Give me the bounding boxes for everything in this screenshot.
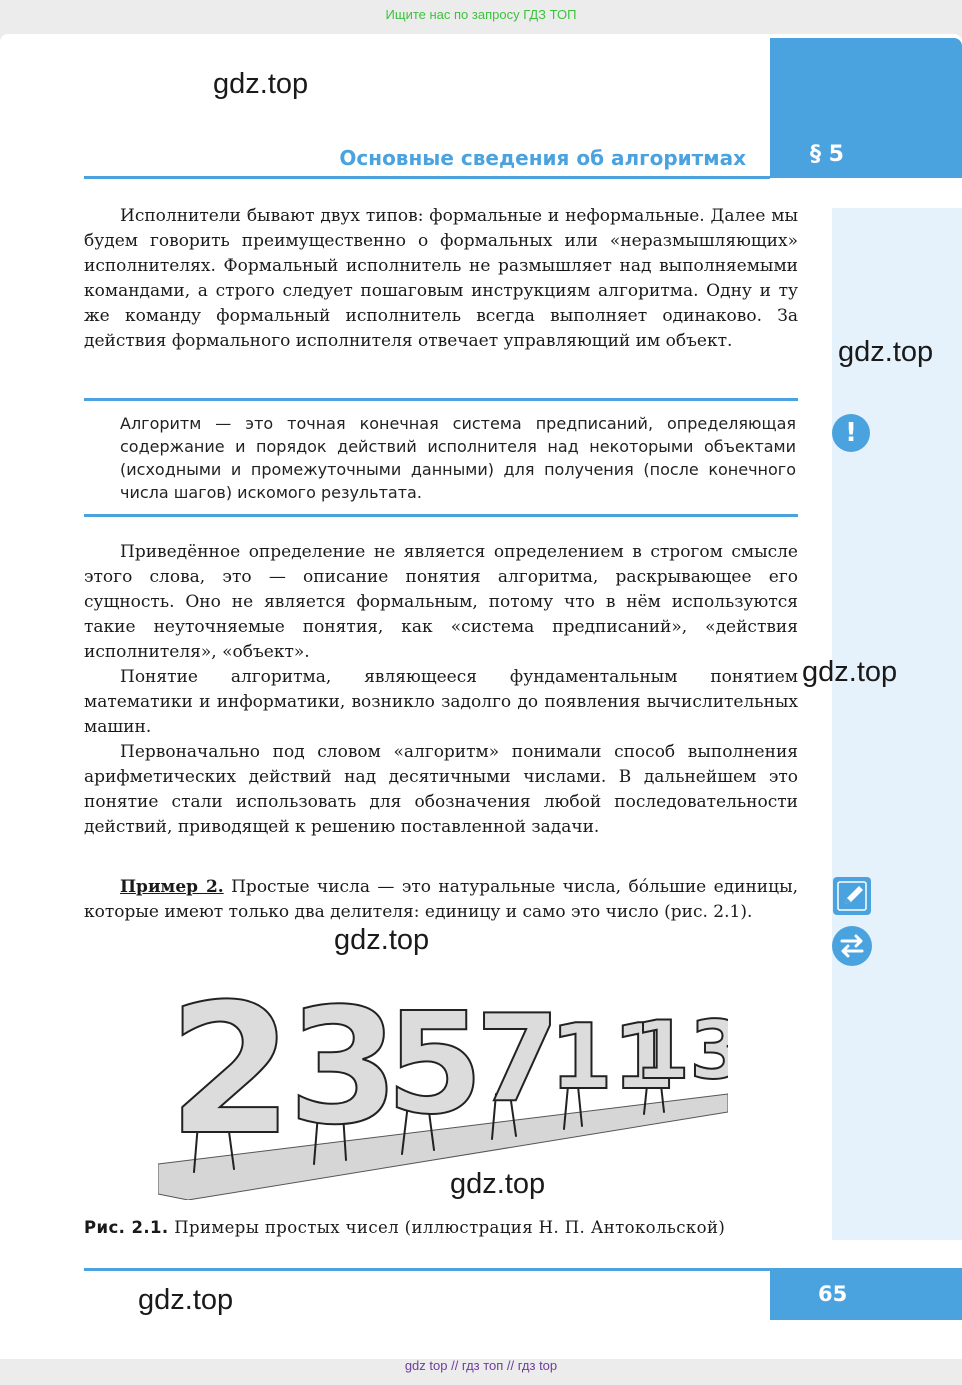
illustration-number: 5 (386, 983, 484, 1146)
prime-numbers-illustration (158, 964, 728, 1200)
footer-rule (84, 1268, 770, 1271)
paragraph-text: Исполнители бывают двух типов: формальные и неформальные. Далее мы будем говорить преимущественно о формальных или «неразмышляющих» исполнителях. Формальный исполнитель не размышляет над выполняемыми командами, а строго следует пошаговым инструкциям алгоритма. Одну и ту же команду формальный исполнитель всегда выполняет одинаково. За действия формального исполнителя отвечает управляющий им объект. (84, 206, 798, 351)
example-text: Простые числа — это натуральные числа, бóльшие единицы, которые имеют только два делителя: единицу и само это число (рис. 2.1). (84, 877, 799, 922)
paragraph-text: Приведённое определение не является определением в строгом смысле этого слова, это — описание понятия алгоритма, раскрывающее его сущность. Оно не является формальным, потому что в нём используются такие неуточняемые понятия, как «система предписаний», «действия исполнителя», «объект». (84, 542, 798, 662)
algorithm-definition: Алгоритм — это точная конечная система предписаний, определяющая содержание и порядок действий исполнителя над некоторыми объектами (исходными и промежуточными данными) для получения (после конечного числа шагов) искомого результата. (120, 414, 796, 502)
page-number-block (770, 1268, 962, 1320)
watermark: gdz.top (138, 1284, 234, 1316)
watermark: gdz.top (213, 68, 309, 100)
illustration-number: 2 (168, 966, 294, 1175)
paragraph-text: Понятие алгоритма, являющееся фундаментальным понятием математики и информатики, возникло задолго до появления вычислительных машин. (84, 667, 798, 737)
watermark: gdz.top (802, 656, 898, 688)
top-search-note[interactable]: Ищите нас по запросу ГДЗ ТОП (385, 7, 577, 22)
watermark: gdz.top (838, 336, 934, 368)
watermark: gdz.top (450, 1168, 546, 1200)
page-number: 65 (818, 1282, 848, 1306)
chapter-title: Основные сведения об алгоритмах (339, 146, 746, 170)
illustration-number: 3 (288, 973, 400, 1160)
paragraph-fundamental (84, 665, 798, 740)
example-paragraph (84, 875, 798, 925)
definition-box (84, 398, 798, 518)
definition-bottom-rule (84, 514, 798, 517)
example-label: Пример 2. (120, 877, 224, 897)
section-header-block (770, 38, 962, 178)
textbook-page (0, 34, 962, 1359)
exclamation-icon: ! (832, 414, 870, 452)
header-rule (84, 176, 770, 179)
definition-top-rule (84, 398, 798, 401)
figure-caption-text: Примеры простых чисел (иллюстрация Н. П. Антокольской) (168, 1218, 726, 1237)
figure-caption (84, 1218, 798, 1237)
illustration-number: 7 (476, 990, 560, 1129)
paragraph-definition-note (84, 540, 798, 665)
illustration-number: 13 (634, 1004, 728, 1097)
swap-arrows-icon (832, 926, 872, 966)
footer-links[interactable]: gdz top // гдз топ // гдз top (404, 1358, 558, 1373)
figure-label: Рис. 2.1. (84, 1218, 169, 1237)
illustration-number: 11 (550, 1005, 676, 1110)
paragraph-text: Первоначально под словом «алгоритм» понимали способ выполнения арифметических действий над десятичными числами. В дальнейшем это понятие стали использовать для обозначения любой последовательности действий, приводящей к решению поставленной задачи. (84, 742, 798, 837)
section-number: § 5 (810, 142, 844, 167)
paragraph-history (84, 740, 798, 840)
watermark: gdz.top (334, 924, 430, 956)
pencil-icon (833, 877, 871, 915)
paragraph-executors (84, 204, 798, 354)
